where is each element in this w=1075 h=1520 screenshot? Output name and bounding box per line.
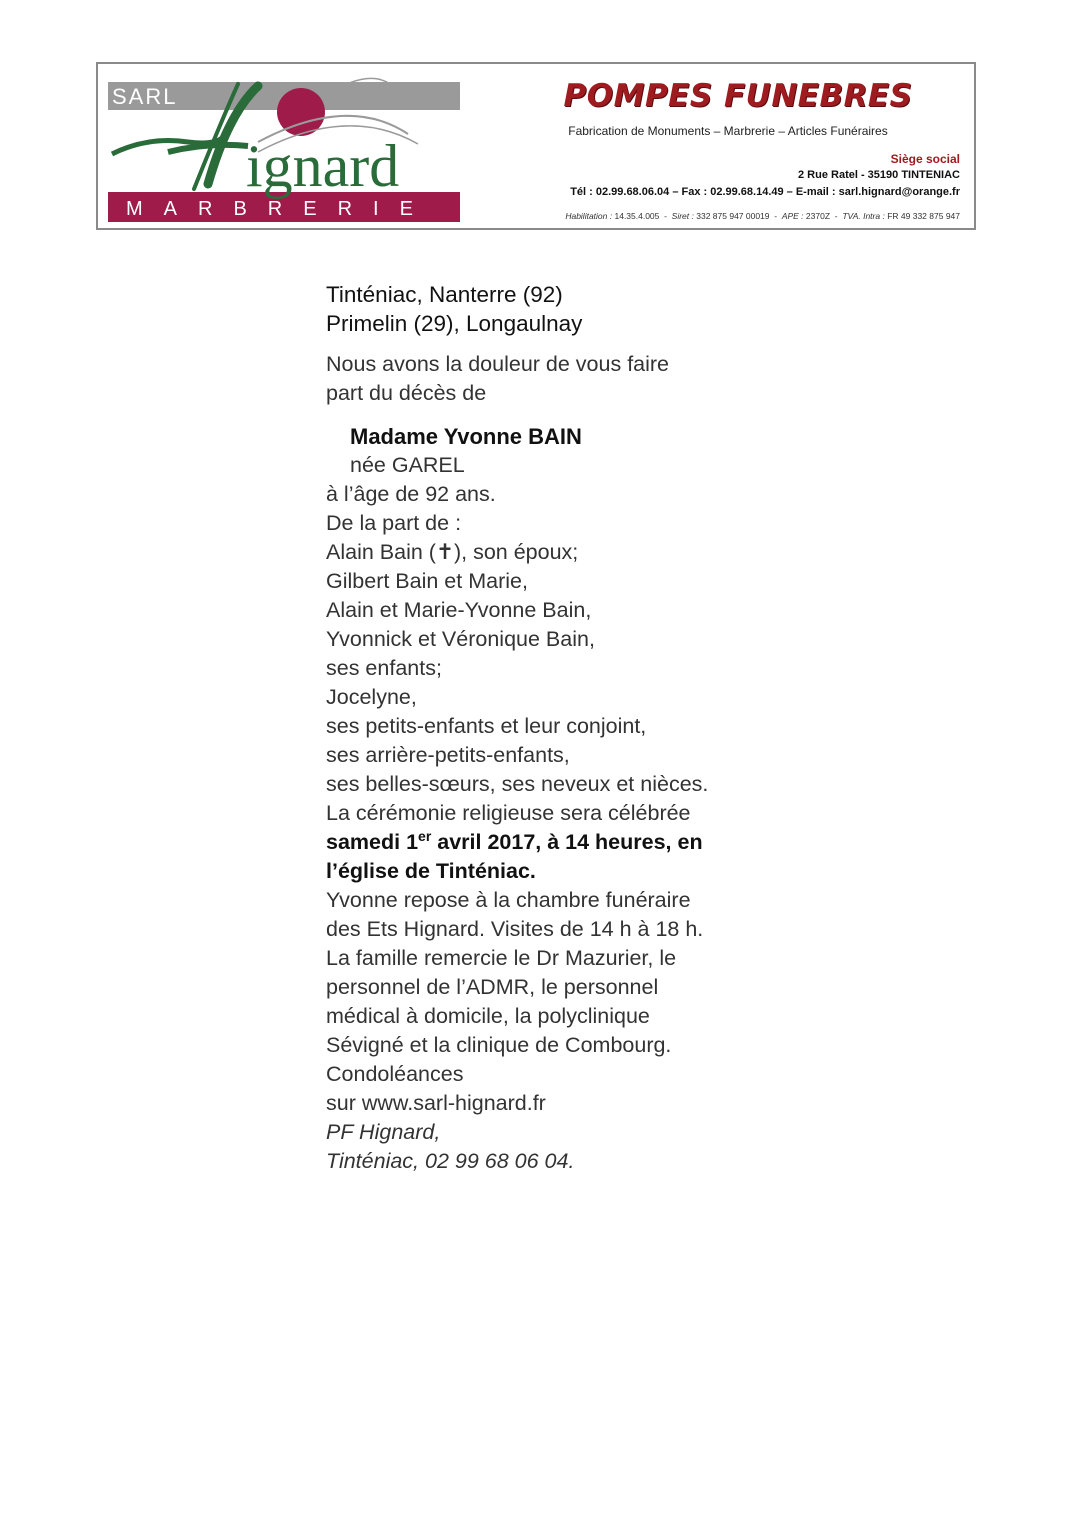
- ceremony-date-b: avril 2017, à 14 heures, en: [431, 830, 703, 854]
- habilitation-label: Habilitation :: [565, 211, 613, 221]
- family-line: Yvonnick et Véronique Bain,: [326, 627, 595, 651]
- company-address: 2 Rue Ratel - 35190 TINTENIAC: [798, 169, 960, 181]
- details-line: personnel de l’ADMR, le personnel: [326, 975, 659, 999]
- details-line: Condoléances: [326, 1062, 464, 1086]
- tva-label: TVA. Intra :: [842, 211, 885, 221]
- family-line: ses arrière-petits-enfants,: [326, 743, 570, 767]
- signature: [326, 1118, 766, 1176]
- family-list: [326, 480, 766, 799]
- details-line: sur www.sarl-hignard.fr: [326, 1091, 546, 1115]
- details-line: Sévigné et la clinique de Combourg.: [326, 1033, 672, 1057]
- hignard-logo: [108, 74, 460, 224]
- header-right: [478, 64, 968, 228]
- signature-line: Tinténiac, 02 99 68 06 04.: [326, 1149, 575, 1173]
- siege-social-label: Siège social: [890, 152, 960, 166]
- family-line: Alain et Marie-Yvonne Bain,: [326, 598, 592, 622]
- details-line: Yvonne repose à la chambre funéraire: [326, 888, 691, 912]
- deceased-name: Madame Yvonne BAIN: [350, 424, 582, 449]
- pompes-funebres-title: POMPES FUNEBRES: [563, 78, 913, 114]
- deceased-block: [326, 422, 766, 480]
- family-line: ses petits-enfants et leur conjoint,: [326, 714, 647, 738]
- intro-line: Nous avons la douleur de vous faire: [326, 352, 670, 376]
- ceremony-block: [326, 799, 766, 1118]
- ceremony-place: l’église de Tinténiac.: [326, 859, 536, 883]
- details-line: La famille remercie le Dr Mazurier, le: [326, 946, 677, 970]
- details-line: des Ets Hignard. Visites de 14 h à 18 h.: [326, 917, 704, 941]
- ceremony-date-a: samedi 1: [326, 830, 419, 854]
- family-line: Alain Bain (✝), son époux;: [326, 540, 579, 564]
- intro-line: part du décès de: [326, 381, 487, 405]
- notice-intro: [326, 350, 766, 408]
- tva-value: FR 49 332 875 947: [887, 211, 960, 221]
- letterhead: [96, 62, 976, 230]
- family-line: De la part de :: [326, 511, 462, 535]
- family-line: à l’âge de 92 ans.: [326, 482, 496, 506]
- details-line: médical à domicile, la polyclinique: [326, 1004, 650, 1028]
- legal-info: Habilitation : 14.35.4.005 - Siret : 332 875 947 00019 - APE : 2370Z - TVA. Intra : FR 49 332 875 947: [565, 211, 960, 221]
- ape-label: APE :: [781, 211, 804, 221]
- company-contact: Tél : 02.99.68.06.04 – Fax : 02.99.68.14.49 – E-mail : sarl.hignard@orange.fr: [570, 186, 960, 198]
- logo-band-text: MARBRERIE: [126, 198, 434, 220]
- family-line: ses enfants;: [326, 656, 442, 680]
- logo-sarl-text: SARL: [112, 84, 178, 109]
- family-line: Jocelyne,: [326, 685, 417, 709]
- ceremony-intro: La cérémonie religieuse sera célébrée: [326, 801, 691, 825]
- ceremony-date: [326, 828, 766, 857]
- born-name: née GAREL: [350, 453, 465, 477]
- place-line: Tinténiac, Nanterre (92): [326, 282, 563, 307]
- siret-value: 332 875 947 00019: [696, 211, 770, 221]
- place-line: Primelin (29), Longaulnay: [326, 311, 583, 336]
- death-notice: [326, 280, 766, 1176]
- habilitation-value: 14.35.4.005: [614, 211, 660, 221]
- logo-name-text: ignard: [246, 133, 400, 199]
- ape-value: 2370Z: [805, 211, 831, 221]
- signature-line: PF Hignard,: [326, 1120, 441, 1144]
- family-line: ses belles-sœurs, ses neveux et nièces.: [326, 772, 709, 796]
- ceremony-date-sup: er: [418, 827, 432, 844]
- family-line: Gilbert Bain et Marie,: [326, 569, 528, 593]
- header-subtitle: Fabrication de Monuments – Marbrerie – Articles Funéraires: [568, 124, 888, 138]
- hignard-logo-graphic: [108, 74, 460, 224]
- siret-label: Siret :: [671, 211, 694, 221]
- notice-places: [326, 280, 766, 338]
